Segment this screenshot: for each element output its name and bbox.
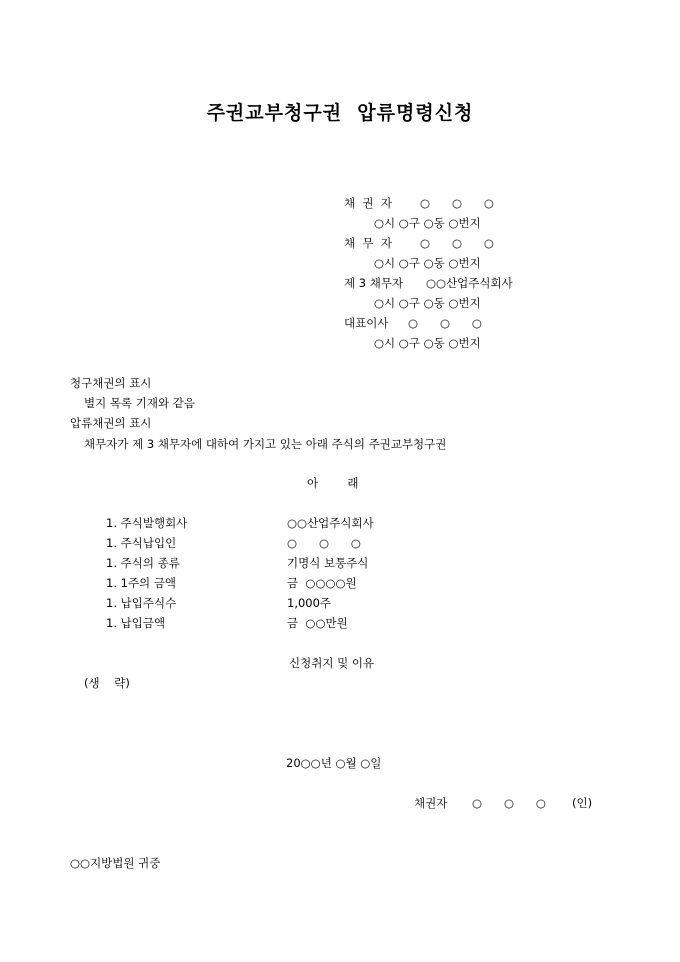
creditor-address: ○시 ○구 ○동 ○번지 <box>374 216 481 230</box>
representative-label: 대표이사 <box>344 316 389 330</box>
claim-text: 별지 목록 기재와 같음 <box>84 396 195 410</box>
seized-claim-text: 채무자가 제 3 채무자에 대하여 가지고 있는 아래 주식의 주권교부청구권 <box>84 437 447 451</box>
application-date: 20○○년 ○월 ○일 <box>286 756 382 770</box>
below-heading: 아 래 <box>307 476 359 490</box>
third-debtor-address: ○시 ○구 ○동 ○번지 <box>374 296 481 310</box>
item-label: 1. 주식납입인 <box>106 536 177 550</box>
item-label: 1. 납입주식수 <box>106 596 177 610</box>
signature-name: ○ ○ ○ <box>472 796 546 810</box>
signature-label: 채권자 <box>414 796 448 810</box>
item-value: ○ ○ ○ <box>287 536 361 550</box>
item-value: 금 ○○○○원 <box>287 576 357 590</box>
third-debtor-name: ○○산업주식회사 <box>426 276 513 290</box>
creditor-name: ○ ○ ○ <box>420 196 494 210</box>
purpose-heading: 신청취지 및 이유 <box>289 656 375 670</box>
item-label: 1. 주식의 종류 <box>106 556 180 570</box>
document-title: 주권교부청구권 압류명령신청 <box>206 102 474 124</box>
claim-heading: 청구채권의 표시 <box>70 376 152 390</box>
representative-name: ○ ○ ○ <box>408 316 482 330</box>
omitted-note: (생 략) <box>84 676 130 690</box>
item-value: 기명식 보통주식 <box>287 556 369 570</box>
item-value: 1,000주 <box>287 596 332 610</box>
creditor-label: 채 권 자 <box>344 196 392 210</box>
seized-claim-heading: 압류채권의 표시 <box>70 416 152 430</box>
debtor-address: ○시 ○구 ○동 ○번지 <box>374 256 481 270</box>
item-label: 1. 1주의 금액 <box>106 576 177 590</box>
seal-mark: (인) <box>572 796 593 810</box>
item-label: 1. 납입금액 <box>106 616 166 630</box>
court-addressee: ○○지방법원 귀중 <box>70 856 161 870</box>
representative-address: ○시 ○구 ○동 ○번지 <box>374 336 481 350</box>
item-label: 1. 주식발행회사 <box>106 516 188 530</box>
debtor-name: ○ ○ ○ <box>420 236 494 250</box>
item-value: 금 ○○만원 <box>287 616 348 630</box>
debtor-label: 채 무 자 <box>344 236 392 250</box>
third-debtor-label: 제 3 채무자 <box>344 276 404 290</box>
item-value: ○○산업주식회사 <box>287 516 374 530</box>
